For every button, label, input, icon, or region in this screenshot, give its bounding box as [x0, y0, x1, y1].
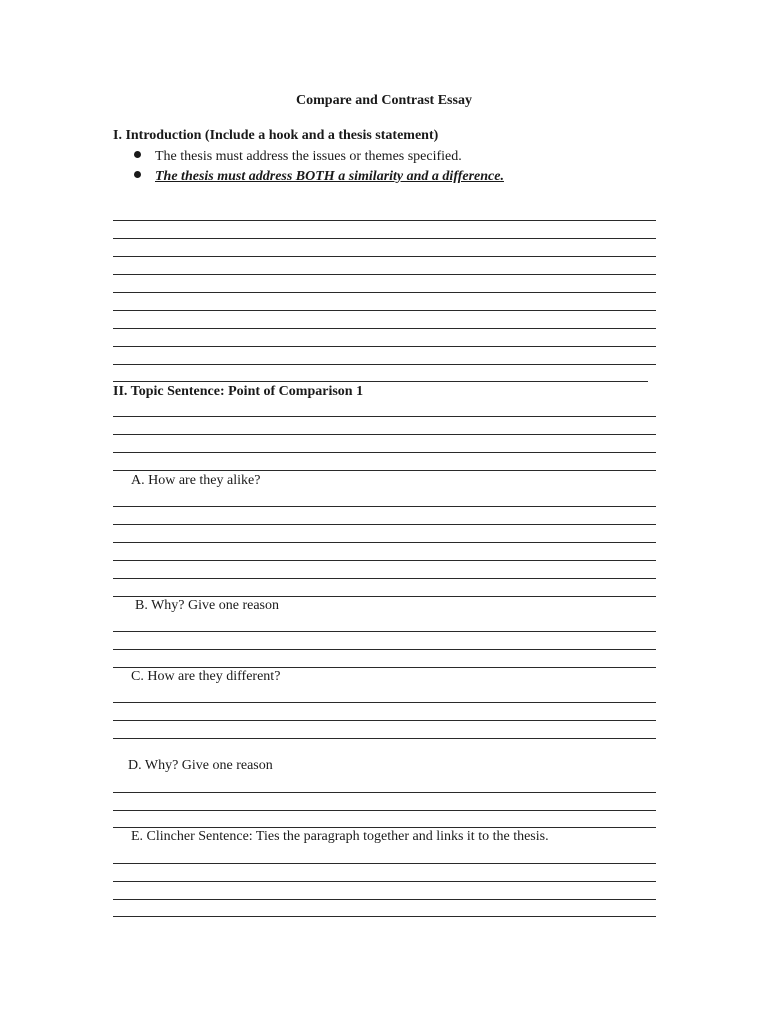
writing-line[interactable] — [113, 702, 656, 703]
writing-line[interactable] — [113, 220, 656, 221]
prompt-c: C. How are they different? — [131, 669, 281, 684]
intro-bullet-text: The thesis must address the issues or themes specified. — [155, 149, 462, 164]
writing-line[interactable] — [113, 434, 656, 435]
page-title: Compare and Contrast Essay — [296, 93, 472, 108]
writing-line[interactable] — [113, 560, 656, 561]
prompt-a: A. How are they alike? — [131, 473, 261, 488]
prompt-d: D. Why? Give one reason — [128, 758, 273, 773]
writing-line[interactable] — [113, 506, 656, 507]
writing-line[interactable] — [113, 381, 648, 382]
writing-line[interactable] — [113, 810, 656, 811]
writing-line[interactable] — [113, 578, 656, 579]
writing-line[interactable] — [113, 881, 656, 882]
writing-line[interactable] — [113, 328, 656, 329]
writing-line[interactable] — [113, 524, 656, 525]
writing-line[interactable] — [113, 346, 656, 347]
intro-heading: I. Introduction (Include a hook and a thesis statement) — [113, 128, 439, 143]
writing-line[interactable] — [113, 292, 656, 293]
intro-bullet — [134, 149, 462, 165]
writing-line[interactable] — [113, 720, 656, 721]
intro-bullet-text: The thesis must address BOTH a similarity and a difference. — [155, 169, 504, 184]
writing-line[interactable] — [113, 863, 656, 864]
writing-line[interactable] — [113, 631, 656, 632]
writing-line[interactable] — [113, 649, 656, 650]
writing-line[interactable] — [113, 667, 656, 668]
writing-line[interactable] — [113, 256, 656, 257]
writing-line[interactable] — [113, 827, 656, 828]
prompt-e: E. Clincher Sentence: Ties the paragraph together and links it to the thesis. — [131, 829, 549, 844]
bullet-icon — [134, 151, 141, 158]
writing-line[interactable] — [113, 310, 656, 311]
writing-line[interactable] — [113, 470, 656, 471]
intro-bullet-emphasis — [134, 169, 504, 185]
writing-line[interactable] — [113, 452, 656, 453]
writing-line[interactable] — [113, 238, 656, 239]
writing-line[interactable] — [113, 792, 656, 793]
prompt-b: B. Why? Give one reason — [135, 598, 279, 613]
writing-line[interactable] — [113, 738, 656, 739]
writing-line[interactable] — [113, 542, 656, 543]
writing-line[interactable] — [113, 916, 656, 917]
writing-line[interactable] — [113, 596, 656, 597]
writing-line[interactable] — [113, 274, 656, 275]
writing-line[interactable] — [113, 899, 656, 900]
writing-line[interactable] — [113, 416, 656, 417]
section2-heading: II. Topic Sentence: Point of Comparison 1 — [113, 384, 364, 399]
writing-line[interactable] — [113, 364, 656, 365]
bullet-icon — [134, 171, 141, 178]
